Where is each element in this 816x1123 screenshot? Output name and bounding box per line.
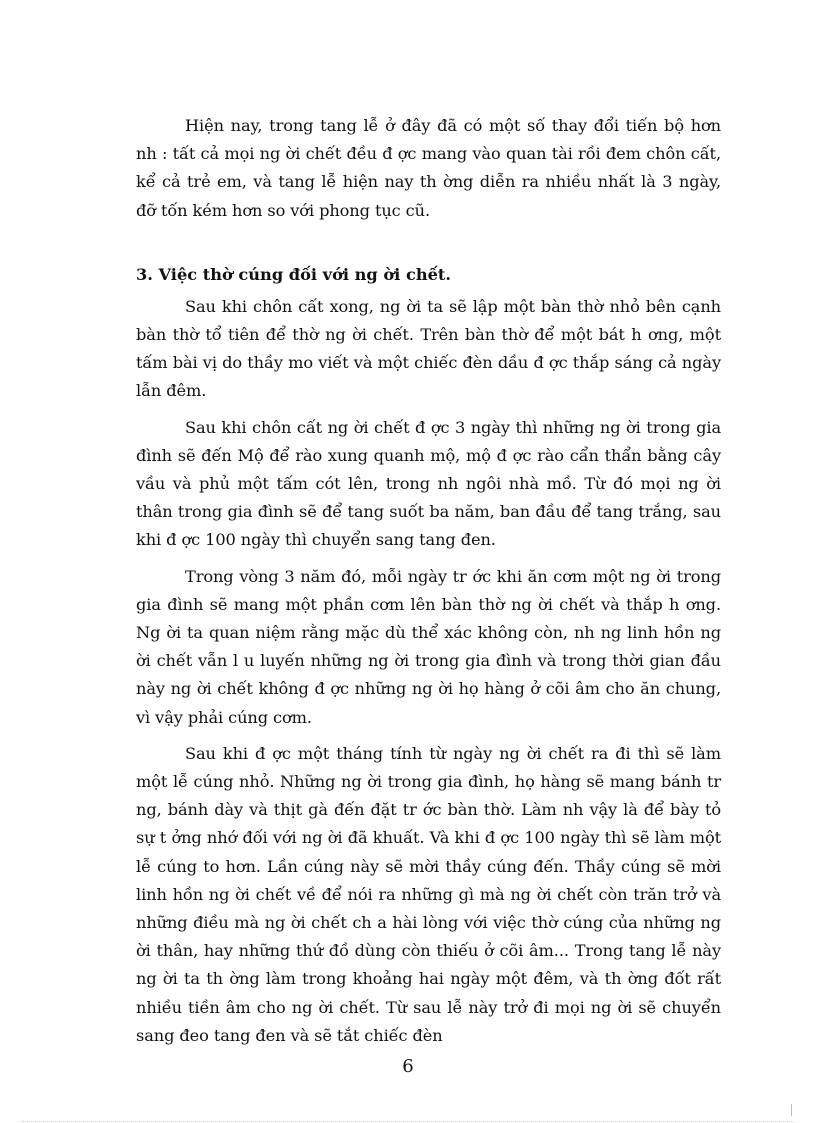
page-bottom-border: [22, 1121, 794, 1122]
paragraph-3: Sau khi chôn cất ng ời chết đ ợc 3 ngày thì những ng ời trong gia đình sẽ đến Mộ để rào xung quanh mộ, mộ đ ợc rào cẩn thẩn bằng cây vầu và phủ một tấm cót lên, trong nh ngôi nhà mồ. Từ đó mọi ng ời thân trong gia đình sẽ để tang suốt ba năm, ban đầu để tang trắng, sau khi đ ợc 100 ngày thì chuyển sang tang đen.: [136, 417, 721, 550]
paragraph-spacer: [136, 732, 721, 740]
page-edge-mark: [791, 1104, 792, 1116]
section-heading-period: .: [445, 264, 452, 284]
section-spacer: [136, 225, 721, 261]
paragraph-5: Sau khi đ ợc một tháng tính từ ngày ng ời chết ra đi thì sẽ làm một lễ cúng nhỏ. Những ng ời trong gia đình, họ hàng sẽ mang bánh tr ng, bánh dày và thịt gà đến đặt tr ớc bàn thờ. Làm nh vậy là để bày tỏ sự t ởng nhớ đối với ng ời đã khuất. Và khi đ ợc 100 ngày thì sẽ làm một lễ cúng to hơn. Lần cúng này sẽ mời thầy cúng đến. Thầy cúng sẽ mời linh hồn ng ời chết về để nói ra những gì mà ng ời chết còn trăn trở và những điều mà ng ời chết ch a hài lòng với việc thờ cúng của những ng ời thân, hay những thứ đồ dùng còn thiếu ở cõi âm... Trong tang lễ này ng ời ta th ờng làm trong khoảng hai ngày một đêm, và th ờng đốt rất nhiều tiền âm cho ng ời chết. Từ sau lễ này trở đi mọi ng ời sẽ chuyển sang đeo tang đen và sẽ tắt chiếc đèn: [136, 743, 721, 1045]
section-heading: [136, 261, 721, 289]
paragraph-spacer: [136, 406, 721, 414]
paragraph-spacer: [136, 555, 721, 563]
page-number: 6: [402, 1056, 414, 1077]
paragraph-4: Trong vòng 3 năm đó, mỗi ngày tr ớc khi ăn cơm một ng ời trong gia đình sẽ mang một phần cơm lên bàn thờ ng ời chết và thắp h ơng. Ng ời ta quan niệm rằng mặc dù thể xác không còn, nh ng linh hồn ng ời chết vẫn l u luyến những ng ời trong gia đình và trong thời gian đầu này ng ời chết không đ ợc những ng ời họ hàng ở cõi âm cho ăn chung, vì vậy phải cúng cơm.: [136, 566, 721, 727]
paragraph-2: Sau khi chôn cất xong, ng ời ta sẽ lập một bàn thờ nhỏ bên cạnh bàn thờ tổ tiên để thờ ng ời chết. Trên bàn thờ để một bát h ơng, một tấm bài vị do thầy mo viết và một chiếc đèn dầu đ ợc thắp sáng cả ngày lẫn đêm.: [136, 296, 721, 401]
document-body: [136, 112, 721, 1050]
paragraph-1: Hiện nay, trong tang lễ ở đây đã có một số thay đổi tiến bộ hơn nh : tất cả mọi ng ời chết đều đ ợc mang vào quan tài rồi đem chôn cất, kể cả trẻ em, và tang lễ hiện nay th ờng diễn ra nhiều nhất là 3 ngày, đỡ tốn kém hơn so với phong tục cũ.: [136, 116, 721, 220]
section-heading-text: 3. Việc thờ cúng đối với ng ời chết: [136, 264, 446, 284]
